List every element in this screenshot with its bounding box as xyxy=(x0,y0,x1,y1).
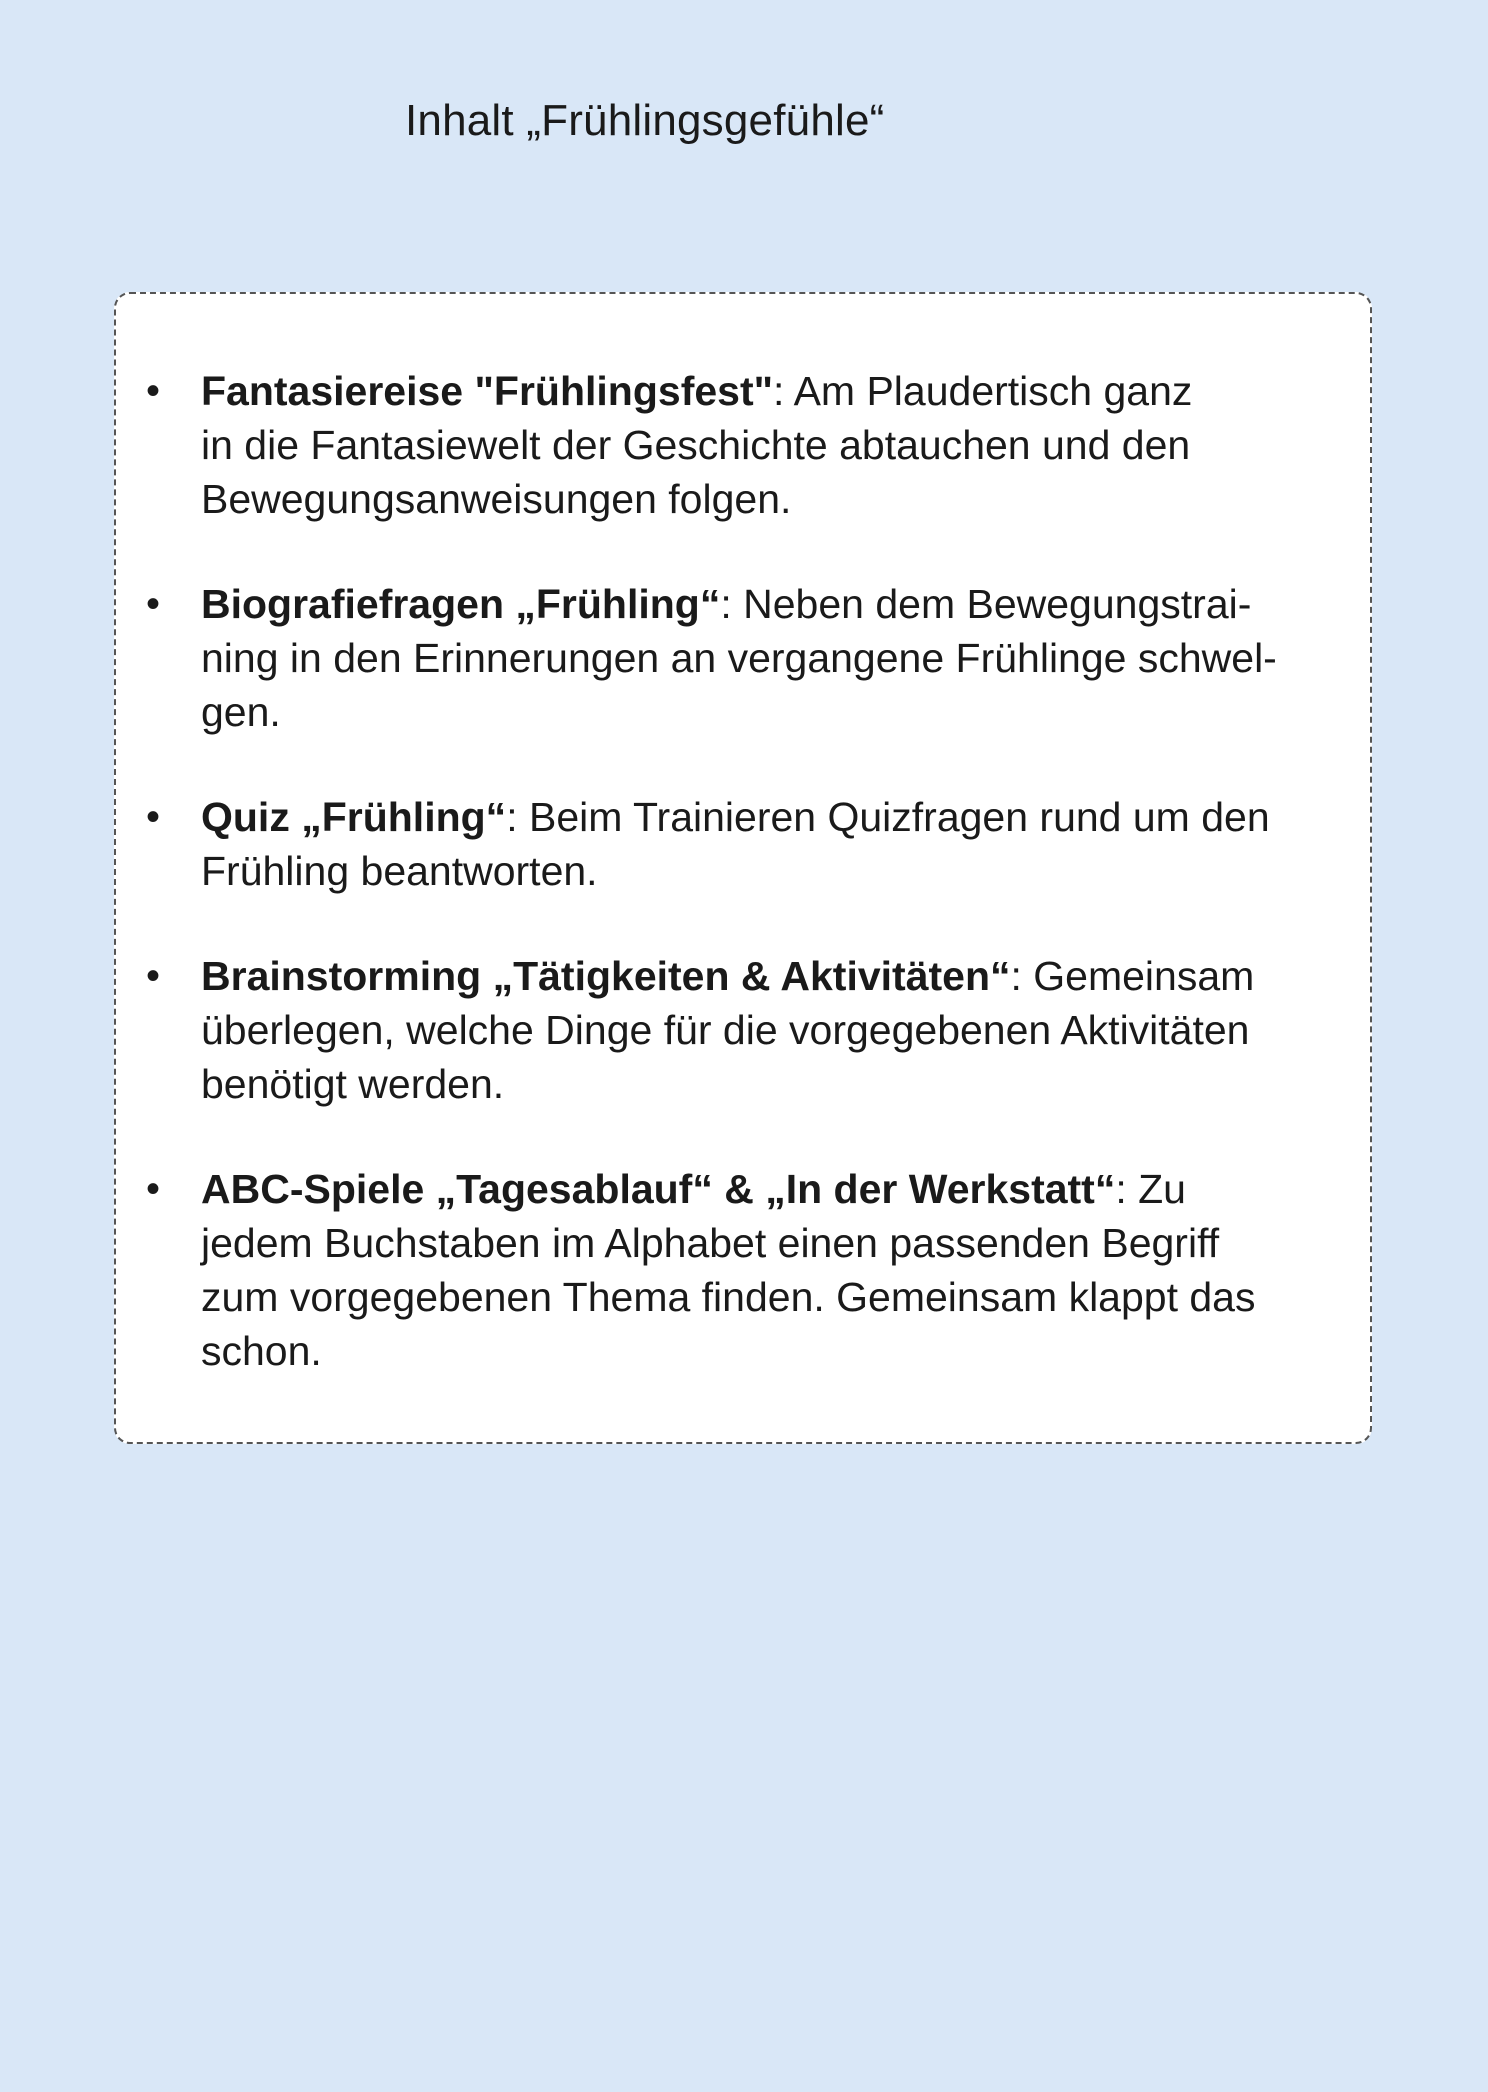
list-item-fantasiereise xyxy=(116,364,1370,526)
item-text-line: ning in den Erinnerungen an vergangene Frühlinge schwel- xyxy=(201,635,1277,681)
item-text-line: zum vorgegebenen Thema finden. Gemeinsam klappt das xyxy=(201,1274,1256,1320)
item-text-line: benötigt werden. xyxy=(201,1061,505,1107)
bullet-icon: • xyxy=(146,795,161,839)
item-text-line: Frühling beantworten. xyxy=(201,848,598,894)
item-title: Quiz „Frühling“ xyxy=(201,794,507,840)
item-text-line: schon. xyxy=(201,1328,322,1374)
item-text-line: gen. xyxy=(201,689,281,735)
item-text-line: in die Fantasiewelt der Geschichte abtauchen und den xyxy=(201,422,1191,468)
item-text-line: : Gemeinsam xyxy=(1010,953,1255,999)
item-title: Brainstorming „Tätigkeiten & Aktivitäten“ xyxy=(201,953,1011,999)
item-title: Biografiefragen „Frühling“ xyxy=(201,581,721,627)
item-text-line: überlegen, welche Dinge für die vorgegebenen Aktivitäten xyxy=(201,1007,1250,1053)
item-text-line: jedem Buchstaben im Alphabet einen passenden Begriff xyxy=(201,1220,1220,1266)
list-item-abc-spiele xyxy=(116,1162,1370,1378)
bullet-icon: • xyxy=(146,954,161,998)
item-title: ABC-Spiele „Tagesablauf“ & „In der Werkstatt“ xyxy=(201,1166,1116,1212)
bullet-icon: • xyxy=(146,369,161,413)
item-text-line: : Am Plaudertisch ganz xyxy=(773,368,1193,414)
item-text-line: : Beim Trainieren Quizfragen rund um den xyxy=(506,794,1270,840)
activity-list xyxy=(116,364,1370,1429)
item-title: Fantasiereise "Frühlingsfest" xyxy=(201,368,774,414)
bullet-icon: • xyxy=(146,1167,161,1211)
list-item-brainstorming xyxy=(116,949,1370,1111)
item-text-line: : Zu xyxy=(1115,1166,1186,1212)
page-title: Inhalt „Frühlingsgefühle“ xyxy=(405,96,885,145)
bullet-icon: • xyxy=(146,582,161,626)
item-text-line: : Neben dem Bewegungstrai- xyxy=(720,581,1252,627)
content-box xyxy=(114,292,1372,1444)
list-item-quiz xyxy=(116,790,1370,898)
item-text-line: Bewegungsanweisungen folgen. xyxy=(201,476,792,522)
list-item-biografiefragen xyxy=(116,577,1370,739)
